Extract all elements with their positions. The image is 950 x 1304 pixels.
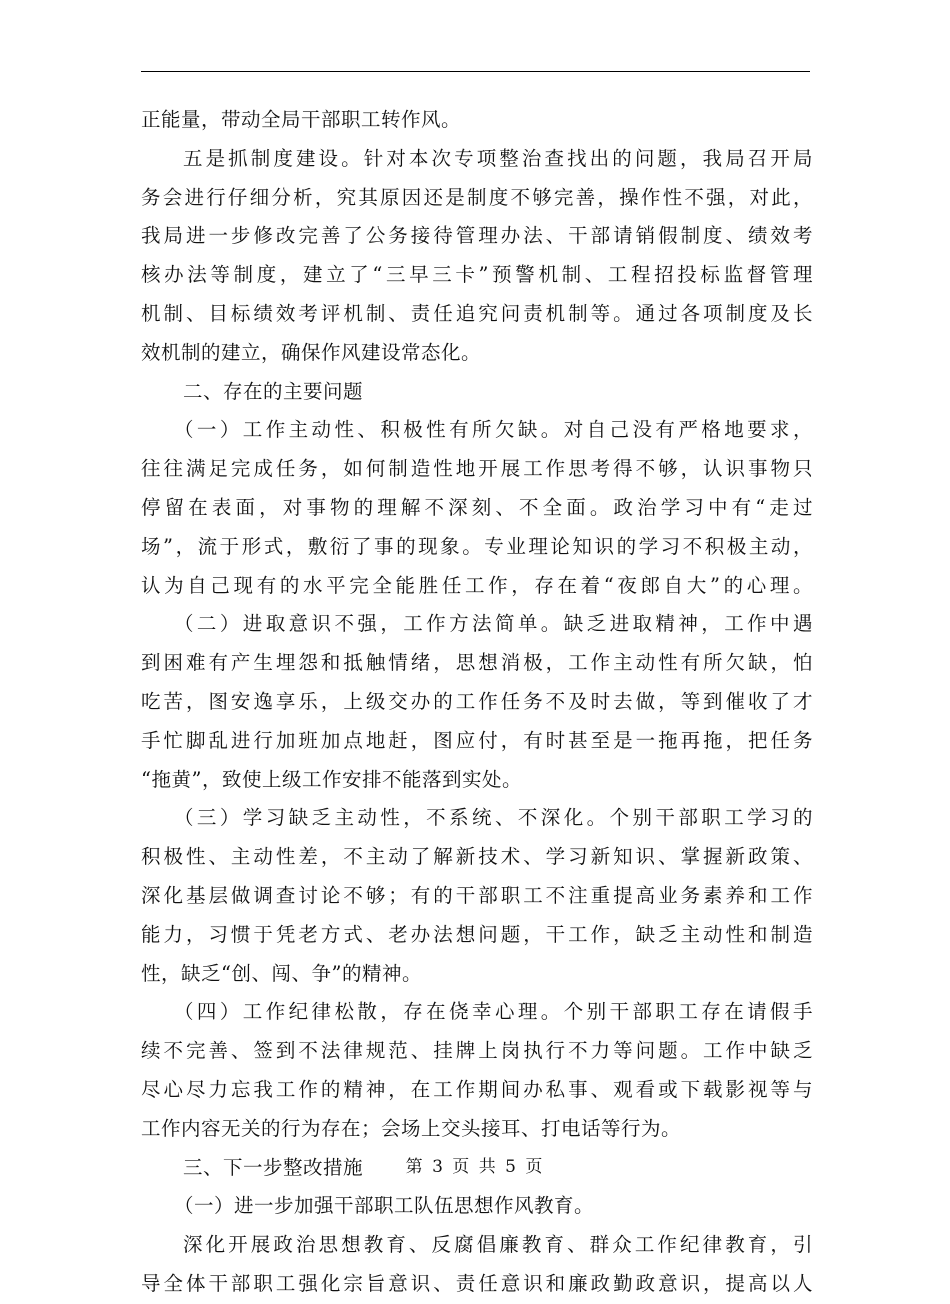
text-line: 停留在表面，对事物的理解不深刻、不全面。政治学习中有“走过 [141,495,813,519]
body-text [141,101,813,1304]
text-line: 机制、目标绩效考评机制、责任追究问责机制等。通过各项制度及长 [141,301,813,325]
text-line: 导全体干部职工强化宗旨意识、责任意识和廉政勤政意识，提高以人 [141,1271,813,1295]
text-line: “拖黄”，致使上级工作安排不能落到实处。 [141,767,522,791]
text-line: 核办法等制度，建立了“三早三卡”预警机制、工程招投标监督管理 [141,263,813,287]
text-line: 正能量，带动全局干部职工转作风。 [141,108,462,131]
text-line: 三、下一步整改措施 [183,1155,364,1179]
text-line: 二、存在的主要问题 [183,379,364,403]
text-line: 吃苦，图安逸享乐，上级交办的工作任务不及时去做，等到催收了才 [141,689,813,713]
text-line: （二）进取意识不强，工作方法简单。缺乏进取精神，工作中遇 [174,612,813,636]
text-line: 到困难有产生埋怨和抵触情绪，思想消极，工作主动性有所欠缺，怕 [141,651,813,675]
text-line: 务会进行仔细分析，究其原因还是制度不够完善，操作性不强，对此， [141,185,813,209]
page-footer: 第 3 页 共 5 页 [405,1157,545,1177]
text-line: 往往满足完成任务，如何制造性地开展工作思考得不够，认识事物只 [141,457,813,481]
text-line: 效机制的建立，确保作风建设常态化。 [141,340,482,364]
text-line: 认为自己现有的水平完全能胜任工作，存在着“夜郎自大”的心理。 [141,573,813,597]
text-line: 深化基层做调查讨论不够；有的干部职工不注重提高业务素养和工作 [141,883,813,907]
text-line: 工作内容无关的行为存在；会场上交头接耳、打电话等行为。 [141,1116,682,1140]
text-line: 我局进一步修改完善了公务接待管理办法、干部请销假制度、绩效考 [141,224,813,248]
text-line: （一）工作主动性、积极性有所欠缺。对自己没有严格地要求， [174,418,813,442]
text-line: 尽心尽力忘我工作的精神，在工作期间办私事、观看或下载影视等与 [141,1077,813,1101]
text-line: 五是抓制度建设。针对本次专项整治查找出的问题，我局召开局 [183,146,813,170]
text-line: （一）进一步加强干部职工队伍思想作风教育。 [174,1194,595,1218]
text-line: 场”，流于形式，敷衍了事的现象。专业理论知识的学习不积极主动， [141,534,813,558]
text-line: （三）学习缺乏主动性，不系统、不深化。个别干部职工学习的 [174,806,813,830]
text-line: 深化开展政治思想教育、反腐倡廉教育、群众工作纪律教育，引 [183,1233,813,1257]
text-line: 能力，习惯于凭老方式、老办法想问题，干工作，缺乏主动性和制造 [141,922,813,946]
text-line: 性，缺乏“创、闯、争”的精神。 [141,961,422,985]
header-rule [141,71,810,72]
text-line: 手忙脚乱进行加班加点地赶，图应付，有时甚至是一拖再拖，把任务 [141,728,813,752]
text-line: 续不完善、签到不法律规范、挂牌上岗执行不力等问题。工作中缺乏 [141,1039,813,1063]
text-line: 积极性、主动性差，不主动了解新技术、学习新知识、掌握新政策、 [141,845,813,869]
text-line: （四）工作纪律松散，存在侥幸心理。个别干部职工存在请假手 [174,1000,813,1024]
